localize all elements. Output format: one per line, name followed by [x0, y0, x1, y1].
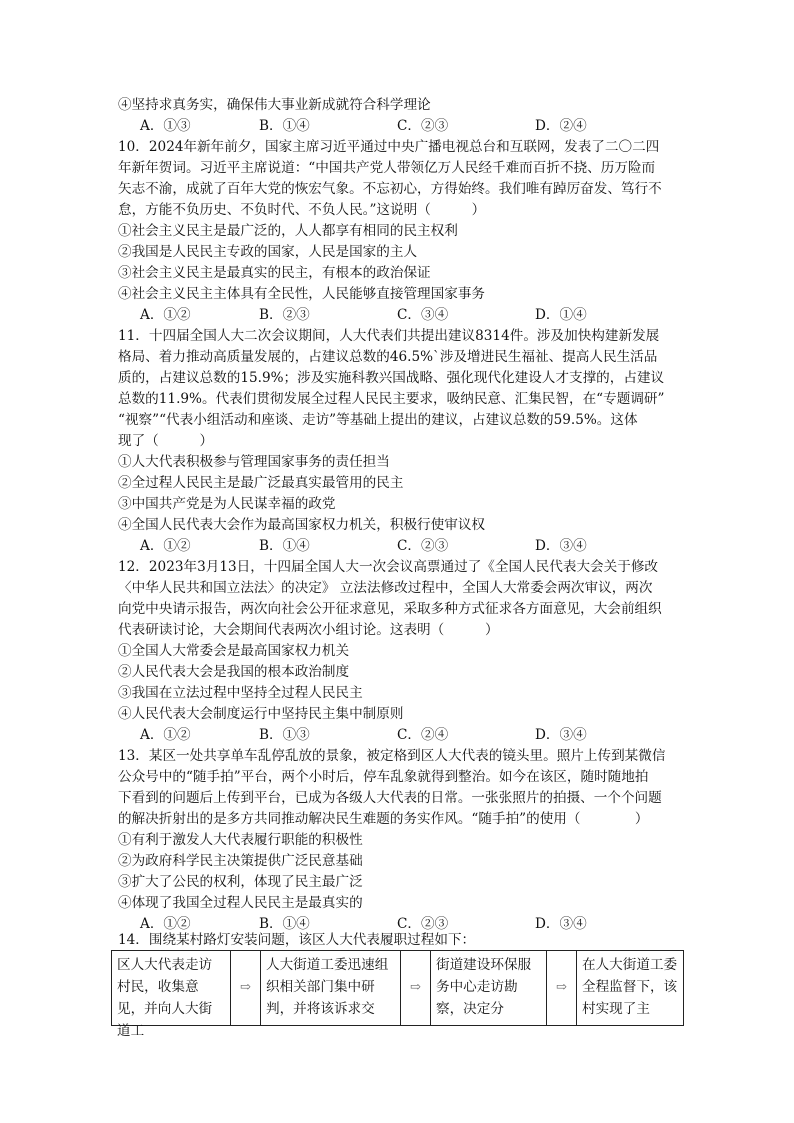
q12-stem-line: 12．2023年3月13日，十四届全国人大一次会议高票通过了《全国人民代表大会关于修改 [118, 559, 659, 575]
q14-flow-step-2 [261, 951, 401, 1026]
q13-option-b: B．①④ [259, 916, 310, 932]
q9-options [140, 116, 700, 137]
q14-flow-step-4-text: 在人大街道工委全程监督下，该村实现了主 [582, 957, 678, 1017]
q12-options [140, 725, 700, 746]
q10-option-b: B．②③ [259, 307, 310, 323]
q11-stem-line: 总数的11.9%。代表们贯彻发展全过程人民民主要求，吸纳民意、汇集民智，在“专题调研” [118, 391, 665, 407]
q11-option-b: B．①④ [259, 538, 310, 554]
q12-stem-line: 〈中华人民共和国立法法〉的决定》 立法法修改过程中，全国人大常委会两次审议，两次 [118, 580, 653, 596]
q13-stem-line: 下看到的问题后上传到平台，已成为各级人大代表的日常。一张张照片的拍摄、一个个问题 [118, 790, 662, 806]
q13-item-3: ③扩大了公民的权利，体现了民主最广泛 [118, 874, 363, 890]
q10-stem-line: 怠，方能不负历史、不负时代、不负人民。”这说明（ ） [118, 202, 486, 218]
q11-options [140, 536, 700, 557]
q13-option-c: C．②③ [397, 916, 449, 932]
q11-stem-line: 现了（ ） [118, 433, 214, 449]
q13-stem-line: 公众号中的“随手拍”平台，两个小时后，停车乱象就得到整治。如今在该区，随时随地拍 [118, 769, 649, 785]
q12-item-3: ③我国在立法过程中坚持全过程人民民主 [118, 685, 363, 701]
right-arrow-icon: ⇨ [231, 951, 261, 1026]
q9-option-c: C．②③ [397, 118, 449, 134]
q12-item-2: ②人民代表大会是我国的根本政治制度 [118, 664, 350, 680]
q10-option-a: A．①② [140, 307, 191, 323]
q10-option-c: C．③④ [397, 307, 449, 323]
q10-item-3: ③社会主义民主是最真实的民主，有根本的政治保证 [118, 265, 431, 281]
q14-flow-step-4 [577, 951, 684, 1026]
q12-option-b: B．①③ [259, 727, 310, 743]
q13-item-2: ②为政府科学民主决策提供广泛民意基础 [118, 853, 363, 869]
q12-option-c: C．②④ [397, 727, 449, 743]
q9-option-d: D．②④ [535, 118, 587, 134]
q11-stem-line: 格局、着力推动高质量发展的，占建议总数的46.5%`涉及增进民生福祉、提高人民生活品 [118, 349, 658, 365]
q12-item-4: ④人民代表大会制度运行中坚持民主集中制原则 [118, 706, 404, 722]
q11-item-1: ①人大代表积极参与管理国家事务的责任担当 [118, 454, 390, 470]
q10-item-1: ①社会主义民主是最广泛的，人人都享有相同的民主权利 [118, 223, 458, 239]
q10-stem-line: 10．2024年新年前夕，国家主席习近平通过中央广播电视总台和互联网，发表了二〇二四 [118, 139, 660, 155]
q14-flow-step-3 [431, 951, 547, 1026]
right-arrow-icon: ⇨ [547, 951, 577, 1026]
q12-option-a: A．①② [140, 727, 191, 743]
q13-item-1: ①有利于激发人大代表履行职能的积极性 [118, 832, 363, 848]
q14-flow-step-1 [112, 951, 231, 1039]
q11-stem-line: 11．十四届全国人大二次会议期间，人大代表们共提出建议8314件。涉及加快构建新发展 [118, 328, 660, 344]
q13-option-a: A．①② [140, 916, 191, 932]
q11-option-d: D．③④ [535, 538, 587, 554]
q10-option-d: D．①④ [535, 307, 587, 323]
q10-item-2: ②我国是人民民主专政的国家，人民是国家的主人 [118, 244, 418, 260]
q14-flow-step-1-text: 区人大代表走访村民，收集意见，并向人大街道工 [117, 957, 213, 1039]
q9-option-a: A．①③ [140, 118, 191, 134]
q10-stem-line: 矢志不渝，成就了百年大党的恢宏气象。不忘初心，方得始终。我们唯有踔厉奋发、笃行不 [118, 181, 662, 197]
q12-stem-line: 代表研读讨论，大会期间代表两次小组讨论。这表明（ ） [118, 622, 499, 638]
q10-stem-line: 年新年贺词。习近平主席说道：“中国共产党人带领亿万人民经千难而百折不挠、历万险而 [118, 160, 656, 176]
q11-item-3: ③中国共产党是为人民谋幸福的政党 [118, 496, 336, 512]
q11-item-4: ④全国人民代表大会作为最高国家权力机关，积极行使审议权 [118, 517, 486, 533]
q9-item-4: ④坚持求真务实，确保伟大事业新成就符合科学理论 [118, 97, 431, 113]
right-arrow-icon: ⇨ [401, 951, 431, 1026]
q11-option-a: A．①② [140, 538, 191, 554]
q13-item-4: ④体现了我国全过程人民民主是最真实的 [118, 895, 363, 911]
q9-option-b: B．①④ [259, 118, 310, 134]
q14-stem: 14．围绕某村路灯安装问题，该区人大代表履职过程如下： [118, 932, 476, 948]
q13-stem-line: 13．某区一处共享单车乱停乱放的景象，被定格到区人大代表的镜头里。照片上传到某微信 [118, 748, 666, 764]
q14-flow-step-2-text: 人大街道工委迅速组织相关部门集中研判，并将该诉求交 [266, 957, 389, 1017]
q13-option-d: D．③④ [535, 916, 587, 932]
q11-stem-line: “视察”“代表小组活动和座谈、走访”等基础上提出的建议，占建议总数的59.5%。这体 [118, 412, 638, 428]
q11-item-2: ②全过程人民民主是最广泛最真实最管用的民主 [118, 475, 404, 491]
q11-stem-line: 质的，占建议总数的15.9%；涉及实施科教兴国战略、强化现代化建设人才支撑的，占建议 [118, 370, 665, 386]
q12-stem-line: 向党中央请示报告，两次向社会公开征求意见，采取多种方式征求各方面意见，大会前组织 [118, 601, 662, 617]
q10-options [140, 305, 700, 326]
q10-item-4: ④社会主义民主主体具有全民性，人民能够直接管理国家事务 [118, 286, 486, 302]
q12-item-1: ①全国人大常委会是最高国家权力机关 [118, 643, 350, 659]
q13-stem-line: 的解决折射出的是多方共同推动解决民生难题的务实作风。“随手拍”的使用（ ） [118, 811, 649, 827]
q14-flow-diagram [111, 950, 684, 1039]
q14-flow-step-3-text: 街道建设环保服务中心走访勘察，决定分 [436, 957, 532, 1017]
q11-option-c: C．②③ [397, 538, 449, 554]
q12-option-d: D．③④ [535, 727, 587, 743]
